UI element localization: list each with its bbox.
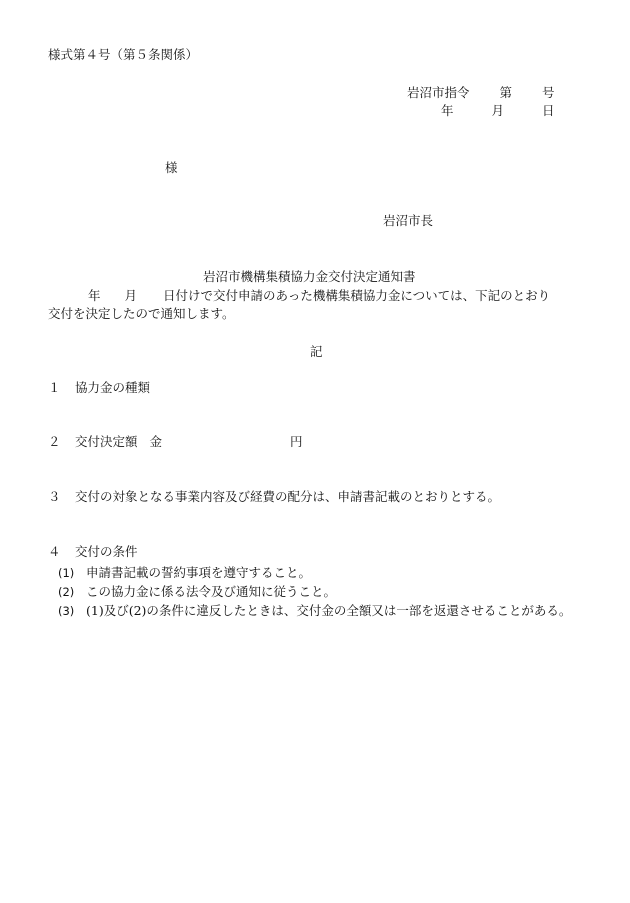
- notice-number-dai: 第: [499, 85, 513, 100]
- issuer: 岩沼市長: [383, 213, 434, 228]
- body-line-1-text: 日付けで交付申請のあった機構集積協力金については、下記のとおり: [163, 288, 551, 303]
- item-3-text: 交付の対象となる事業内容及び経費の配分は、申請書記載のとおりとする。: [75, 489, 501, 504]
- notice-number-go: 号: [542, 85, 555, 100]
- ki-heading: 記: [310, 344, 323, 359]
- date-day: 日: [542, 103, 555, 118]
- body-line-2: 交付を決定したので通知します。: [48, 306, 235, 321]
- addressee: 様: [165, 160, 178, 175]
- item-1: [48, 382, 150, 395]
- date-month: 月: [491, 103, 505, 118]
- condition-1: [58, 567, 311, 580]
- condition-2-number: (2): [58, 585, 75, 599]
- notice-number-prefix: 岩沼市指令: [407, 85, 470, 100]
- item-4: [48, 546, 138, 559]
- date-year: 年: [441, 103, 454, 118]
- body-year: 年: [88, 288, 101, 303]
- condition-1-text: 申請書記載の誓約事項を遵守すること。: [86, 565, 312, 580]
- item-2: [48, 436, 303, 449]
- body-line-1: [48, 290, 550, 303]
- amount-unit: 円: [290, 434, 303, 449]
- item-2-text: 交付決定額: [75, 434, 138, 449]
- item-3-number: ３: [48, 489, 61, 504]
- condition-3: [58, 605, 571, 618]
- condition-3-text: (1)及び(2)の条件に違反したときは、交付金の全額又は一部を返還させることがある。: [86, 603, 572, 618]
- item-1-number: １: [48, 380, 61, 395]
- condition-2-text: この協力金に係る法令及び通知に従うこと。: [86, 584, 337, 599]
- condition-1-number: (1): [58, 566, 75, 580]
- document-title: 岩沼市機構集積協力金交付決定通知書: [203, 269, 416, 284]
- body-month: 月: [124, 288, 138, 303]
- item-4-text: 交付の条件: [75, 544, 138, 559]
- notice-number: [407, 87, 555, 100]
- issue-date: [441, 105, 555, 118]
- item-3: [48, 491, 500, 504]
- item-2-number: ２: [48, 434, 61, 449]
- condition-2: [58, 586, 336, 599]
- condition-3-number: (3): [58, 604, 75, 618]
- form-number: 様式第４号（第５条関係）: [48, 47, 199, 62]
- item-1-text: 協力金の種類: [75, 380, 151, 395]
- amount-prefix: 金: [149, 434, 163, 449]
- item-4-number: ４: [48, 544, 61, 559]
